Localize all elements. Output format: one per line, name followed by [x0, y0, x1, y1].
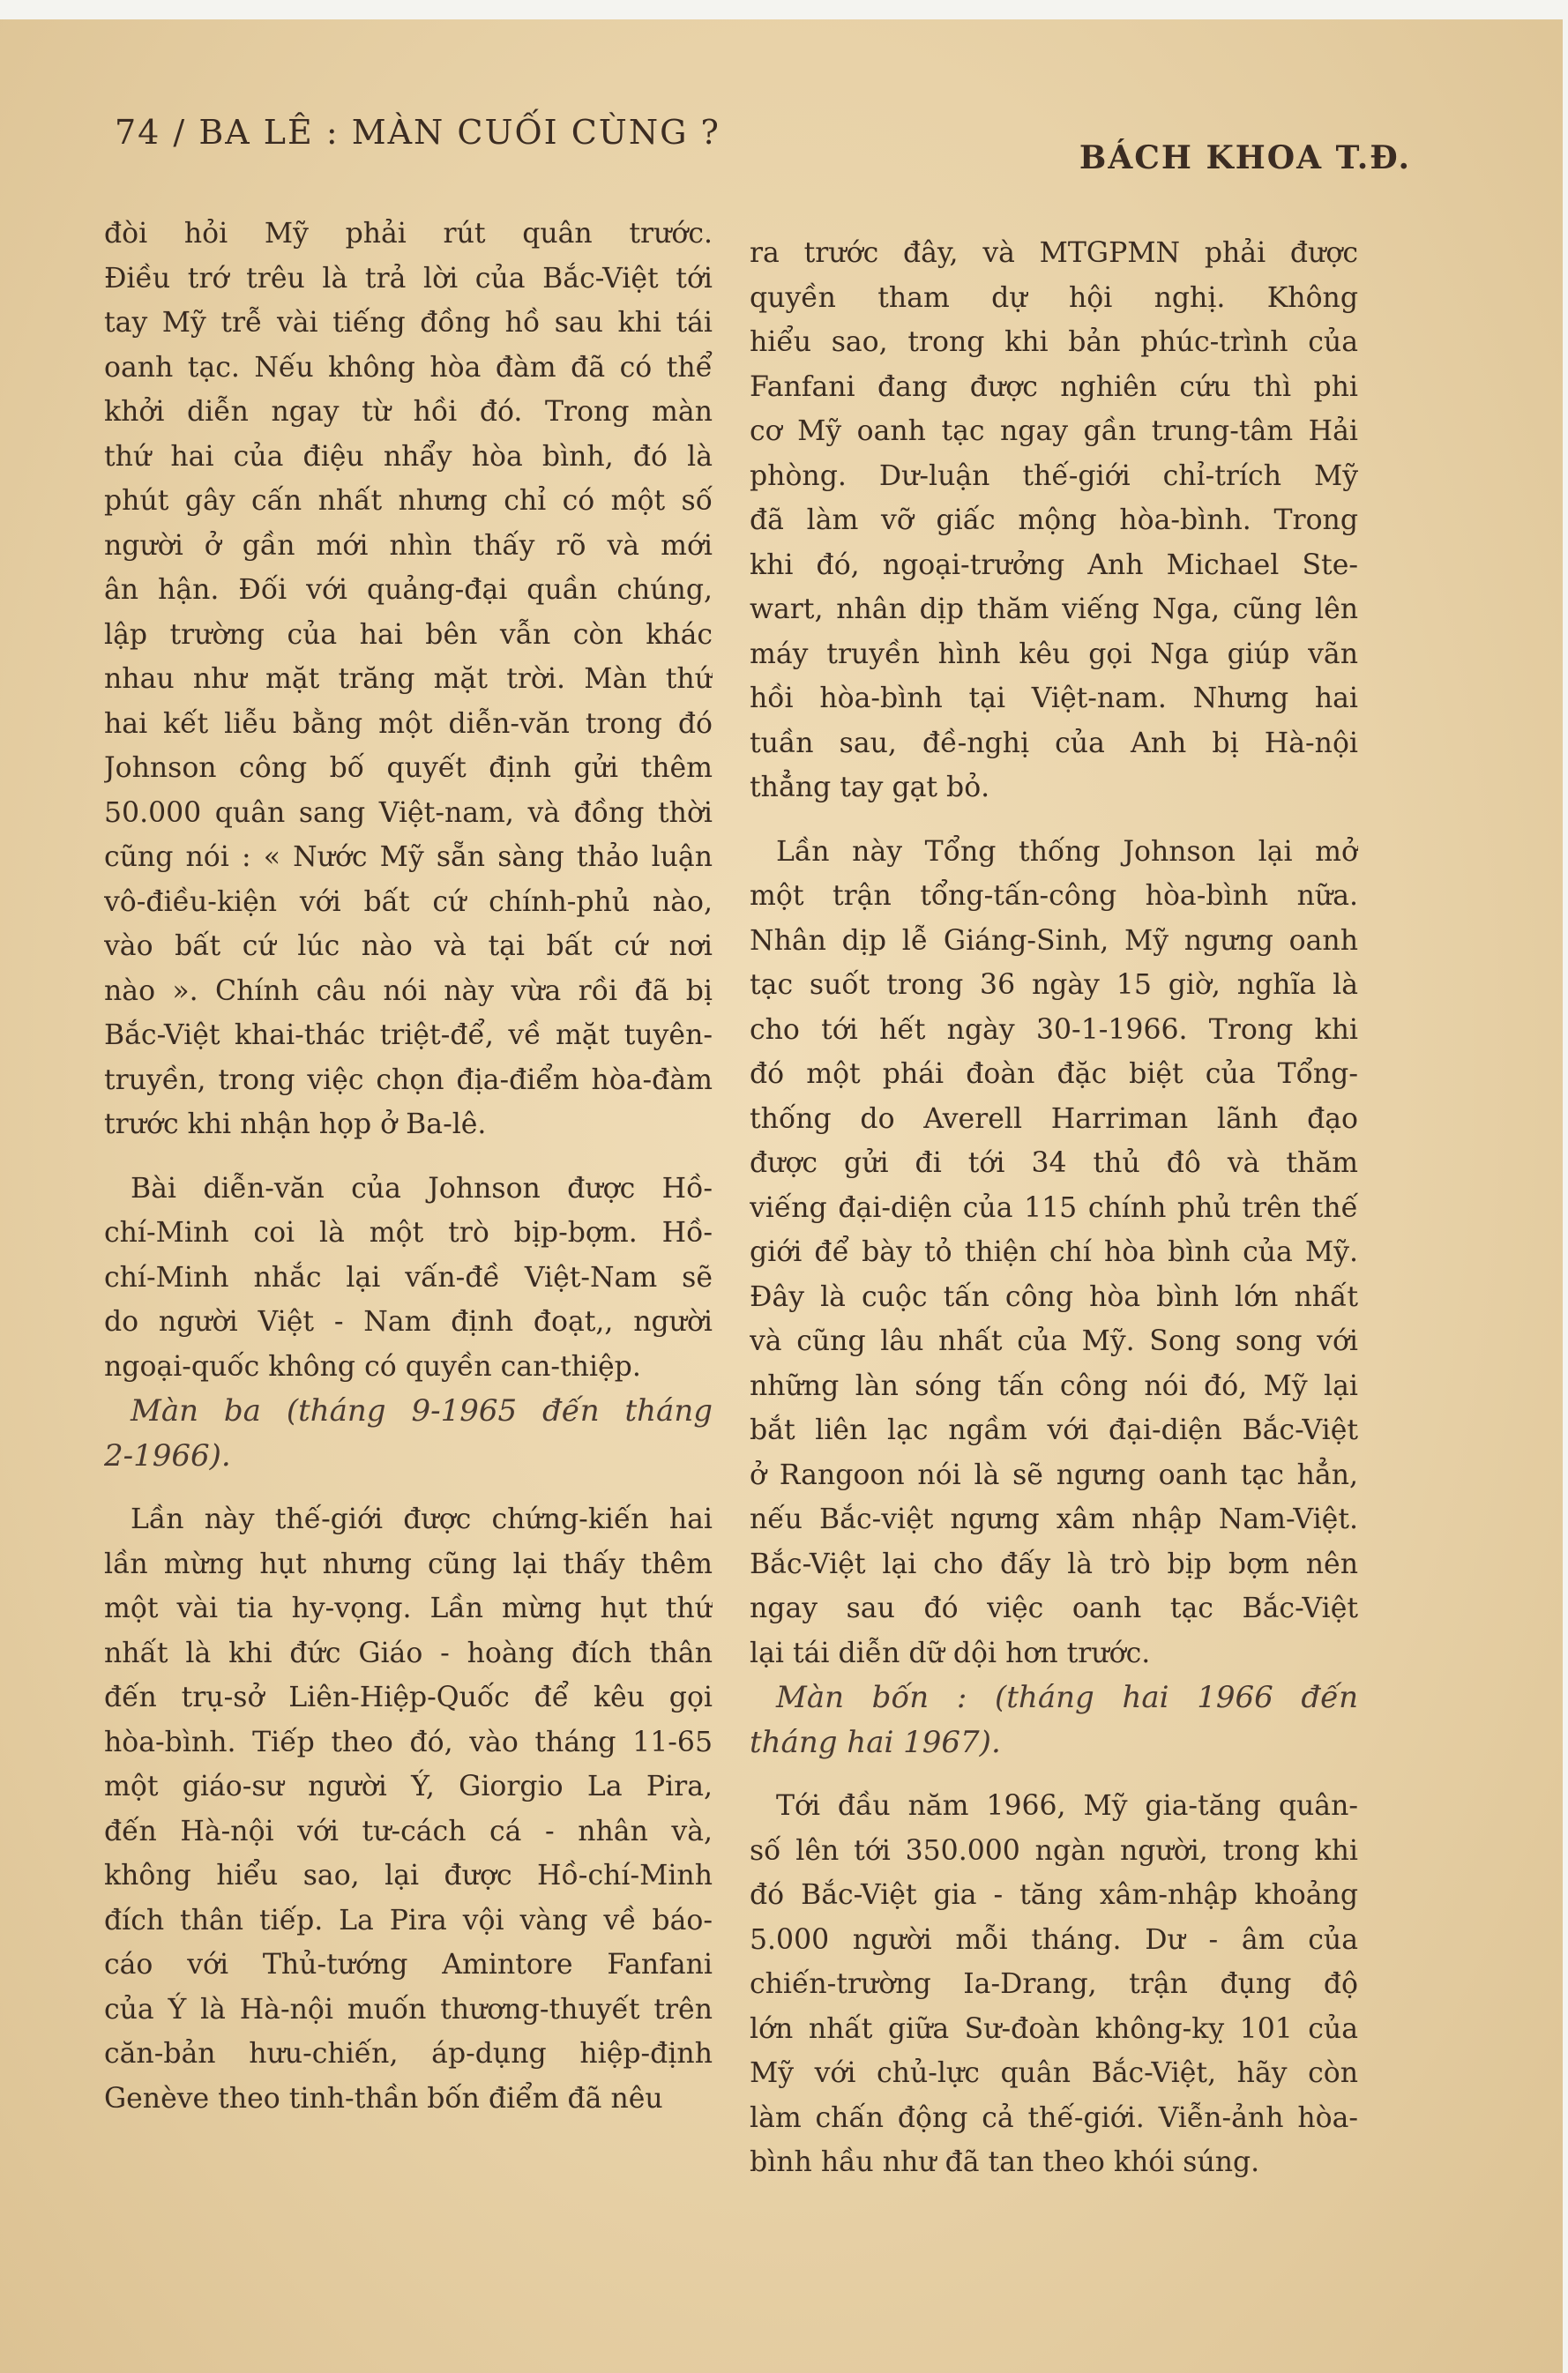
- text-line: truyền, trong việc chọn địa-điểm hòa-đàm: [104, 1063, 713, 1096]
- section-heading-line: 2-1966).: [104, 1437, 231, 1474]
- text-line: đến trụ-sở Liên-Hiệp-Quốc để kêu gọi: [104, 1682, 713, 1713]
- text-line: ra trước đây, và MTGPMN phải được: [750, 237, 1358, 269]
- text-line: 5.000 người mỗi tháng. Dư - âm của: [750, 1923, 1358, 1956]
- text-line: của Ý là Hà-nội muốn thương-thuyết trên: [104, 1993, 713, 2026]
- text-line: một trận tổng-tấn-công hòa-bình nữa.: [750, 880, 1358, 912]
- text-line: Genève theo tinh-thần bốn điểm đã nêu: [104, 2082, 663, 2115]
- text-line: căn-bản hưu-chiến, áp-dụng hiệp-định: [104, 2038, 713, 2070]
- text-line: trước khi nhận họp ở Ba-lê.: [104, 1108, 487, 1140]
- section-heading-line: Màn ba (tháng 9-1965 đến tháng: [131, 1393, 713, 1429]
- text-line: đòi hỏi Mỹ phải rút quân trước.: [104, 218, 713, 250]
- section-heading-line: Màn bốn : (tháng hai 1966 đến: [776, 1680, 1358, 1715]
- scan-top-margin: [0, 0, 1568, 19]
- text-line: hiểu sao, trong khi bản phúc-trình của: [750, 326, 1358, 358]
- text-line: hai kết liễu bằng một diễn-văn trong đó: [104, 707, 713, 740]
- text-line: làm chấn động cả thế-giới. Viễn-ảnh hòa-: [750, 2101, 1358, 2134]
- text-line: khi đó, ngoại-trưởng Anh Michael Ste-: [750, 548, 1358, 581]
- text-line: bình hầu như đã tan theo khói súng.: [750, 2146, 1260, 2178]
- scan-right-margin: [1563, 0, 1568, 2373]
- text-line: nếu Bắc-việt ngưng xâm nhập Nam-Việt.: [750, 1504, 1358, 1535]
- text-line: Bài diễn-văn của Johnson được Hồ-: [131, 1172, 713, 1205]
- text-line: một vài tia hy-vọng. Lần mừng hụt thứ: [104, 1593, 713, 1624]
- text-line: chí-Minh nhắc lại vấn-đề Việt-Nam sẽ: [104, 1261, 713, 1294]
- section-heading-line: tháng hai 1967).: [750, 1724, 1001, 1760]
- text-line: Lần này Tổng thống Johnson lại mở: [776, 835, 1358, 868]
- text-line: Johnson công bố quyết định gửi thêm: [104, 752, 713, 784]
- text-line: đó Bắc-Việt gia - tăng xâm-nhập khoảng: [750, 1879, 1358, 1911]
- text-line: tạc suốt trong 36 ngày 15 giờ, nghĩa là: [750, 969, 1358, 1001]
- page-header: [115, 113, 1411, 183]
- text-line: Fanfani đang được nghiên cứu thì phi: [750, 370, 1358, 403]
- paragraph-gap: [104, 1478, 713, 1497]
- text-line: bắt liên lạc ngầm với đại-diện Bắc-Việt: [750, 1414, 1358, 1446]
- text-line: viếng đại-diện của 115 chính phủ trên thế: [750, 1191, 1358, 1224]
- text-line: do người Việt - Nam định đoạt,, người: [104, 1306, 713, 1338]
- text-line: nào ». Chính câu nói này vừa rồi đã bị: [104, 974, 713, 1007]
- text-line: và cũng lâu nhất của Mỹ. Song song với: [750, 1325, 1358, 1357]
- text-line: lập trường của hai bên vẫn còn khác: [104, 618, 713, 651]
- text-line: ngay sau đó việc oanh tạc Bắc-Việt: [750, 1593, 1358, 1624]
- text-line: Lần này thế-giới được chứng-kiến hai: [131, 1504, 713, 1535]
- text-line: 50.000 quân sang Việt-nam, và đồng thời: [104, 796, 713, 829]
- text-line: Mỹ với chủ-lực quân Bắc-Việt, hãy còn: [750, 2057, 1358, 2089]
- left-column: [104, 212, 713, 2121]
- text-line: Bắc-Việt khai-thác triệt-để, về mặt tuyên-: [104, 1019, 713, 1051]
- text-line: không hiểu sao, lại được Hồ-chí-Minh: [104, 1860, 713, 1892]
- text-line: vào bất cứ lúc nào và tại bất cứ nơi: [104, 930, 713, 962]
- text-line: tay Mỹ trễ vài tiếng đồng hồ sau khi tái: [104, 307, 713, 339]
- text-line: cáo với Thủ-tướng Amintore Fanfani: [104, 1949, 713, 1981]
- text-line: Bắc-Việt lại cho đấy là trò bịp bợm nên: [750, 1548, 1358, 1580]
- text-line: nhất là khi đức Giáo - hoàng đích thân: [104, 1637, 713, 1669]
- text-line: đến Hà-nội với tư-cách cá - nhân và,: [104, 1815, 713, 1847]
- text-line: hòa-bình. Tiếp theo đó, vào tháng 11-65: [104, 1726, 713, 1758]
- journal-title: BÁCH KHOA T.Đ.: [1079, 139, 1411, 176]
- text-line: cho tới hết ngày 30-1-1966. Trong khi: [750, 1013, 1358, 1046]
- text-line: máy truyền hình kêu gọi Nga giúp vãn: [750, 638, 1358, 670]
- paragraph-gap: [750, 810, 1358, 830]
- text-line: oanh tạc. Nếu không hòa đàm đã có thể: [104, 351, 713, 384]
- paragraph-gap: [104, 1147, 713, 1167]
- text-line: cũng nói : « Nước Mỹ sẵn sàng thảo luận: [104, 841, 713, 873]
- text-line: lần mừng hụt nhưng cũng lại thấy thêm: [104, 1548, 713, 1580]
- text-line: thống do Averell Harriman lãnh đạo: [750, 1102, 1358, 1135]
- text-line: vô-điều-kiện với bất cứ chính-phủ nào,: [104, 885, 713, 918]
- text-line: người ở gần mới nhìn thấy rõ và mới: [104, 529, 713, 562]
- text-line: một giáo-sư người Ý, Giorgio La Pira,: [104, 1771, 713, 1802]
- text-line: quyền tham dự hội nghị. Không: [750, 281, 1358, 314]
- text-line: số lên tới 350.000 ngàn người, trong khi: [750, 1834, 1358, 1867]
- text-line: thứ hai của điệu nhẩy hòa bình, đó là: [104, 440, 713, 473]
- text-line: đó một phái đoàn đặc biệt của Tổng-: [750, 1058, 1358, 1090]
- text-line: Tới đầu năm 1966, Mỹ gia-tăng quân-: [776, 1790, 1358, 1822]
- text-line: cơ Mỹ oanh tạc ngay gần trung-tâm Hải: [750, 415, 1358, 447]
- text-line: phòng. Dư-luận thế-giới chỉ-trích Mỹ: [750, 459, 1358, 492]
- text-line: chiến-trường Ia-Drang, trận đụng độ: [750, 1968, 1358, 2000]
- text-line: lại tái diễn dữ dội hơn trước.: [750, 1637, 1151, 1669]
- running-head: 74 / BA LÊ : MÀN CUỐI CÙNG ?: [115, 113, 721, 152]
- text-line: Đây là cuộc tấn công hòa bình lớn nhất: [750, 1280, 1358, 1313]
- text-line: thẳng tay gạt bỏ.: [750, 772, 990, 803]
- text-line: khởi diễn ngay từ hồi đó. Trong màn: [104, 396, 713, 428]
- text-line: giới để bày tỏ thiện chí hòa bình của Mỹ.: [750, 1236, 1358, 1268]
- text-line: ân hận. Đối với quảng-đại quần chúng,: [104, 574, 713, 606]
- text-line: những làn sóng tấn công nói đó, Mỹ lại: [750, 1369, 1358, 1402]
- text-line: phút gây cấn nhất nhưng chỉ có một số: [104, 485, 713, 517]
- paragraph-gap: [750, 1765, 1358, 1784]
- text-line: ở Rangoon nói là sẽ ngưng oanh tạc hẳn,: [750, 1459, 1358, 1491]
- text-line: đích thân tiếp. La Pira vội vàng về báo-: [104, 1904, 713, 1936]
- text-line: tuần sau, đề-nghị của Anh bị Hà-nội: [750, 727, 1358, 759]
- right-column: [750, 231, 1358, 2185]
- text-line: đã làm vỡ giấc mộng hòa-bình. Trong: [750, 504, 1358, 536]
- text-line: Điều trớ trêu là trả lời của Bắc-Việt tới: [104, 262, 713, 295]
- text-line: chí-Minh coi là một trò bịp-bợm. Hồ-: [104, 1217, 713, 1249]
- text-line: hồi hòa-bình tại Việt-nam. Nhưng hai: [750, 683, 1358, 714]
- text-line: wart, nhân dịp thăm viếng Nga, cũng lên: [750, 593, 1358, 625]
- text-line: Nhân dịp lễ Giáng-Sinh, Mỹ ngưng oanh: [750, 924, 1358, 957]
- text-line: lớn nhất giữa Sư-đoàn không-kỵ 101 của: [750, 2012, 1358, 2045]
- text-line: ngoại-quốc không có quyền can-thiệp.: [104, 1350, 641, 1383]
- text-line: được gửi đi tới 34 thủ đô và thăm: [750, 1147, 1358, 1179]
- text-line: nhau như mặt trăng mặt trời. Màn thứ: [104, 663, 713, 695]
